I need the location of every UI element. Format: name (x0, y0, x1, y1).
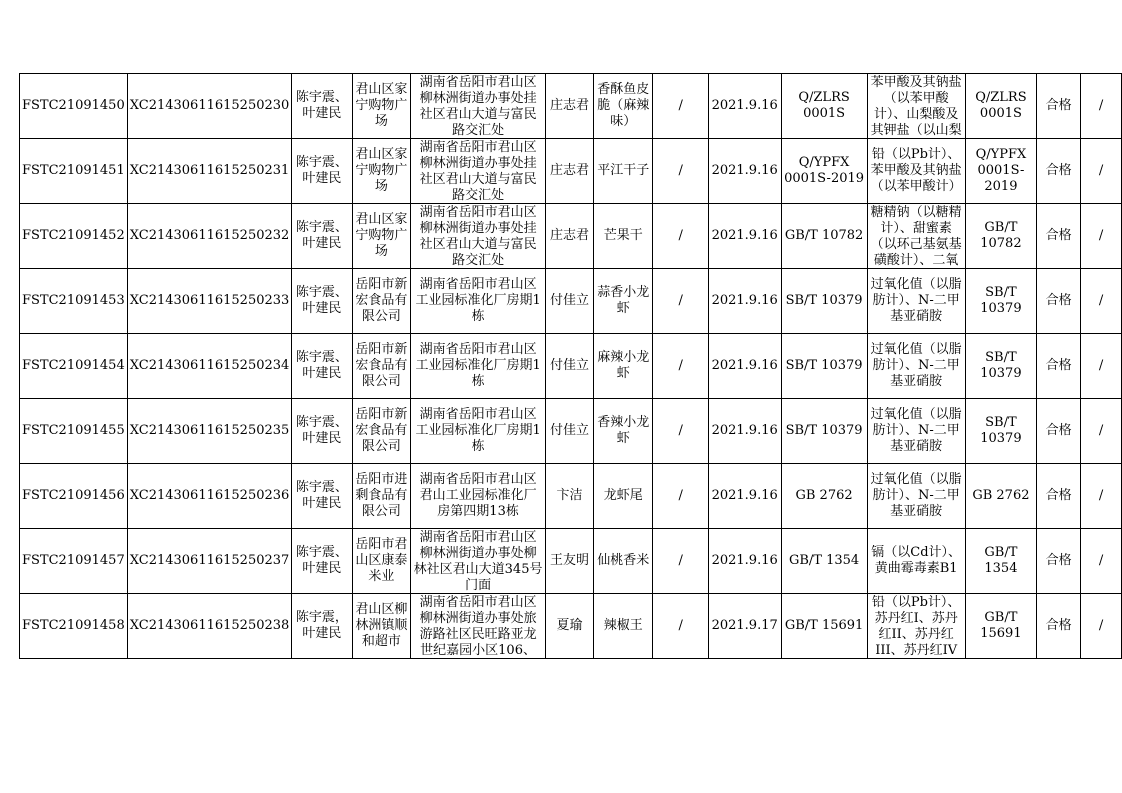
standard-cell (781, 74, 867, 139)
samplers-cell-text: 陈宇震、叶建民 (295, 155, 348, 186)
sample-number-cell (20, 399, 128, 464)
table-row (20, 399, 1122, 464)
date-cell-text: 2021.9.16 (711, 228, 778, 243)
product-name-cell (594, 399, 653, 464)
sample-number-cell-text: FSTC21091457 (22, 553, 125, 568)
note-cell-text: / (1098, 618, 1104, 633)
result-cell (1037, 269, 1081, 334)
test-items-cell (867, 399, 965, 464)
basis-cell (965, 594, 1037, 659)
table-row (20, 139, 1122, 204)
test-items-cell (867, 204, 965, 269)
table-row (20, 204, 1122, 269)
sample-code-cell (127, 334, 292, 399)
note-cell (1081, 529, 1122, 594)
result-cell-text: 合格 (1045, 488, 1072, 503)
basis-cell (965, 529, 1037, 594)
standard-cell (781, 464, 867, 529)
address-cell (411, 529, 546, 594)
spec-cell (653, 139, 708, 204)
note-cell-text: / (1098, 358, 1104, 373)
note-cell-text: / (1098, 553, 1104, 568)
result-cell-text: 合格 (1045, 423, 1072, 438)
standard-cell (781, 139, 867, 204)
product-name-cell-text: 平江干子 (597, 163, 650, 178)
date-cell-text: 2021.9.16 (711, 488, 778, 503)
date-cell (708, 334, 781, 399)
table-body (20, 74, 1122, 659)
test-items-cell-text: 镉（以Cd计）、黄曲霉毒素B1 (871, 545, 962, 576)
samplers-cell (292, 464, 352, 529)
samplers-cell (292, 594, 352, 659)
contact-person-cell-text: 庄志君 (549, 228, 589, 243)
standard-cell-text: Q/ZLRS 0001S (798, 90, 850, 121)
basis-cell (965, 74, 1037, 139)
result-cell-text: 合格 (1045, 358, 1072, 373)
note-cell-text: / (1098, 228, 1104, 243)
address-cell (411, 139, 546, 204)
standard-cell-text: GB/T 10782 (784, 228, 864, 243)
spec-cell (653, 529, 708, 594)
sample-code-cell-text: XC21430611615250234 (129, 358, 290, 373)
result-cell (1037, 74, 1081, 139)
basis-cell-text: GB/T 1354 (984, 545, 1018, 576)
spec-cell-text: / (678, 423, 683, 438)
sample-number-cell (20, 139, 128, 204)
address-cell (411, 464, 546, 529)
spec-cell (653, 74, 708, 139)
sample-code-cell (127, 139, 292, 204)
contact-person-cell-text: 付佳立 (549, 423, 589, 438)
basis-cell-text: GB 2762 (972, 488, 1030, 503)
result-cell (1037, 139, 1081, 204)
test-items-cell-text: 铅（以Pb计）、苏丹红I、苏丹红II、苏丹红III、苏丹红IV (871, 595, 961, 657)
producer-cell (352, 334, 411, 399)
basis-cell (965, 334, 1037, 399)
standard-cell-text: SB/T 10379 (785, 423, 863, 438)
address-cell-text: 湖南省岳阳市君山区君山工业园标准化厂房第四期13栋 (419, 472, 537, 519)
product-name-cell (594, 74, 653, 139)
sample-number-cell (20, 529, 128, 594)
product-name-cell (594, 464, 653, 529)
product-name-cell-text: 龙虾尾 (603, 488, 643, 503)
note-cell-text: / (1098, 488, 1104, 503)
sample-code-cell (127, 594, 292, 659)
producer-cell (352, 399, 411, 464)
test-items-cell-text: 过氧化值（以脂肪计）、N-二甲基亚硝胺 (870, 472, 962, 519)
spec-cell-text: / (678, 553, 683, 568)
sample-code-cell (127, 269, 292, 334)
note-cell (1081, 204, 1122, 269)
table-row (20, 334, 1122, 399)
contact-person-cell (545, 464, 593, 529)
result-cell-text: 合格 (1045, 293, 1072, 308)
date-cell (708, 139, 781, 204)
sample-code-cell (127, 74, 292, 139)
address-cell-text: 湖南省岳阳市君山区柳林洲街道办事处柳林社区君山大道345号门面 (413, 530, 543, 592)
sample-number-cell-text: FSTC21091455 (22, 423, 125, 438)
spec-cell-text: / (678, 228, 683, 243)
basis-cell-text: SB/T 10379 (980, 415, 1022, 446)
producer-cell-text: 岳阳市进剩食品有限公司 (355, 472, 408, 519)
product-name-cell (594, 204, 653, 269)
standard-cell-text: SB/T 10379 (785, 358, 863, 373)
inspection-table (19, 73, 1122, 659)
result-cell (1037, 334, 1081, 399)
date-cell (708, 74, 781, 139)
date-cell (708, 204, 781, 269)
sample-number-cell-text: FSTC21091451 (22, 163, 125, 178)
standard-cell (781, 594, 867, 659)
sample-number-cell-text: FSTC21091450 (22, 98, 125, 113)
samplers-cell (292, 334, 352, 399)
result-cell (1037, 594, 1081, 659)
samplers-cell-text: 陈宇震、叶建民 (295, 220, 348, 251)
producer-cell-text: 君山区家宁购物广场 (355, 147, 408, 194)
table-row (20, 464, 1122, 529)
test-items-cell (867, 269, 965, 334)
basis-cell-text: SB/T 10379 (980, 350, 1022, 381)
product-name-cell (594, 594, 653, 659)
address-cell (411, 399, 546, 464)
contact-person-cell-text: 庄志君 (549, 98, 589, 113)
spec-cell-text: / (678, 488, 683, 503)
test-items-cell-text: 过氧化值（以脂肪计）、N-二甲基亚硝胺 (870, 277, 962, 324)
date-cell (708, 464, 781, 529)
note-cell (1081, 269, 1122, 334)
address-cell-text: 湖南省岳阳市君山区工业园标准化厂房期1栋 (415, 277, 541, 324)
product-name-cell-text: 香酥鱼皮脆（麻辣味） (597, 82, 650, 129)
address-cell-text: 湖南省岳阳市君山区工业园标准化厂房期1栋 (415, 342, 541, 389)
sample-number-cell-text: FSTC21091452 (22, 228, 125, 243)
sample-number-cell (20, 269, 128, 334)
sample-code-cell-text: XC21430611615250232 (129, 228, 290, 243)
date-cell (708, 269, 781, 334)
result-cell (1037, 529, 1081, 594)
samplers-cell-text: 陈宇震、叶建民 (295, 415, 348, 446)
samplers-cell (292, 269, 352, 334)
sample-number-cell (20, 74, 128, 139)
test-items-cell (867, 594, 965, 659)
producer-cell (352, 594, 411, 659)
producer-cell (352, 74, 411, 139)
spec-cell (653, 464, 708, 529)
sample-number-cell-text: FSTC21091454 (22, 358, 125, 373)
basis-cell (965, 399, 1037, 464)
note-cell-text: / (1098, 293, 1104, 308)
product-name-cell-text: 香辣小龙虾 (597, 415, 650, 446)
result-cell-text: 合格 (1045, 228, 1072, 243)
producer-cell (352, 464, 411, 529)
address-cell (411, 334, 546, 399)
producer-cell-text: 岳阳市新宏食品有限公司 (355, 342, 408, 389)
spec-cell-text: / (678, 293, 683, 308)
table-row (20, 594, 1122, 659)
basis-cell-text: Q/ZLRS 0001S (975, 90, 1027, 121)
producer-cell (352, 204, 411, 269)
producer-cell-text: 岳阳市君山区康泰米业 (355, 537, 408, 584)
standard-cell (781, 334, 867, 399)
product-name-cell-text: 辣椒王 (603, 618, 643, 633)
sample-code-cell-text: XC21430611615250235 (129, 423, 290, 438)
basis-cell (965, 204, 1037, 269)
contact-person-cell (545, 334, 593, 399)
result-cell-text: 合格 (1045, 553, 1072, 568)
sample-number-cell-text: FSTC21091456 (22, 488, 125, 503)
producer-cell-text: 君山区柳林洲镇顺和超市 (355, 602, 408, 649)
sample-code-cell (127, 464, 292, 529)
note-cell-text: / (1098, 163, 1104, 178)
contact-person-cell (545, 594, 593, 659)
producer-cell-text: 岳阳市新宏食品有限公司 (355, 277, 408, 324)
result-cell (1037, 464, 1081, 529)
contact-person-cell-text: 庄志君 (549, 163, 589, 178)
samplers-cell (292, 204, 352, 269)
date-cell (708, 399, 781, 464)
date-cell-text: 2021.9.16 (711, 423, 778, 438)
standard-cell-text: SB/T 10379 (785, 293, 863, 308)
samplers-cell-text: 陈宇震、叶建民 (295, 480, 348, 511)
basis-cell-text: GB/T 10782 (980, 220, 1022, 251)
standard-cell (781, 204, 867, 269)
date-cell (708, 594, 781, 659)
contact-person-cell-text: 付佳立 (549, 293, 589, 308)
contact-person-cell-text: 夏瑜 (556, 618, 583, 633)
product-name-cell-text: 蒜香小龙虾 (597, 285, 650, 316)
sample-number-cell (20, 464, 128, 529)
spec-cell (653, 594, 708, 659)
test-items-cell-text: 过氧化值（以脂肪计）、N-二甲基亚硝胺 (870, 407, 962, 454)
product-name-cell (594, 269, 653, 334)
producer-cell (352, 529, 411, 594)
product-name-cell-text: 麻辣小龙虾 (597, 350, 650, 381)
sample-number-cell-text: FSTC21091458 (22, 618, 125, 633)
address-cell (411, 204, 546, 269)
samplers-cell-text: 陈宇震、叶建民 (295, 545, 348, 576)
sample-code-cell-text: XC21430611615250230 (129, 98, 290, 113)
basis-cell-text: SB/T 10379 (980, 285, 1022, 316)
standard-cell-text: GB 2762 (795, 488, 853, 503)
result-cell (1037, 204, 1081, 269)
test-items-cell (867, 74, 965, 139)
producer-cell (352, 139, 411, 204)
date-cell-text: 2021.9.16 (711, 358, 778, 373)
contact-person-cell (545, 529, 593, 594)
sample-code-cell-text: XC21430611615250236 (129, 488, 290, 503)
producer-cell-text: 君山区家宁购物广场 (355, 212, 408, 259)
note-cell-text: / (1098, 98, 1104, 113)
test-items-cell (867, 334, 965, 399)
sample-number-cell (20, 334, 128, 399)
samplers-cell-text: 陈宇震、叶建民 (295, 90, 348, 121)
address-cell (411, 594, 546, 659)
test-items-cell (867, 464, 965, 529)
producer-cell-text: 岳阳市新宏食品有限公司 (355, 407, 408, 454)
sample-code-cell-text: XC21430611615250238 (129, 618, 290, 633)
test-items-cell-text: 过氧化值（以脂肪计）、N-二甲基亚硝胺 (870, 342, 962, 389)
table-row (20, 74, 1122, 139)
address-cell-text: 湖南省岳阳市君山区柳林洲街道办事处挂社区君山大道与富民路交汇处 (419, 205, 537, 267)
address-cell-text: 湖南省岳阳市君山区柳林洲街道办事处挂社区君山大道与富民路交汇处 (419, 140, 537, 202)
address-cell-text: 湖南省岳阳市君山区柳林洲街道办事处旅游路社区民旺路亚龙世纪嘉园小区106、 (419, 595, 537, 657)
standard-cell (781, 529, 867, 594)
contact-person-cell-text: 卞洁 (556, 488, 583, 503)
spec-cell-text: / (678, 618, 683, 633)
spec-cell (653, 204, 708, 269)
note-cell (1081, 139, 1122, 204)
date-cell-text: 2021.9.16 (711, 553, 778, 568)
note-cell (1081, 594, 1122, 659)
spec-cell (653, 399, 708, 464)
sample-code-cell-text: XC21430611615250233 (129, 293, 290, 308)
basis-cell-text: GB/T 15691 (980, 610, 1022, 641)
sample-code-cell (127, 399, 292, 464)
contact-person-cell (545, 74, 593, 139)
samplers-cell (292, 139, 352, 204)
note-cell (1081, 464, 1122, 529)
test-items-cell-text: 苯甲酸及其钠盐（以苯甲酸计）、山梨酸及其钾盐（以山梨 (870, 75, 962, 137)
table-row (20, 529, 1122, 594)
product-name-cell-text: 仙桃香米 (597, 553, 650, 568)
address-cell (411, 269, 546, 334)
spec-cell (653, 269, 708, 334)
note-cell-text: / (1098, 423, 1104, 438)
contact-person-cell (545, 139, 593, 204)
samplers-cell (292, 74, 352, 139)
samplers-cell-text: 陈宇震、叶建民 (295, 350, 348, 381)
contact-person-cell (545, 269, 593, 334)
standard-cell-text: Q/YPFX 0001S-2019 (784, 155, 865, 186)
date-cell (708, 529, 781, 594)
note-cell (1081, 399, 1122, 464)
samplers-cell-text: 陈宇震、叶建民 (295, 285, 348, 316)
date-cell-text: 2021.9.16 (711, 293, 778, 308)
result-cell-text: 合格 (1045, 163, 1072, 178)
note-cell (1081, 334, 1122, 399)
table-row (20, 269, 1122, 334)
address-cell (411, 74, 546, 139)
product-name-cell (594, 334, 653, 399)
result-cell-text: 合格 (1045, 618, 1072, 633)
product-name-cell (594, 529, 653, 594)
contact-person-cell-text: 付佳立 (549, 358, 589, 373)
sample-number-cell-text: FSTC21091453 (22, 293, 125, 308)
samplers-cell (292, 529, 352, 594)
sample-number-cell (20, 204, 128, 269)
samplers-cell (292, 399, 352, 464)
standard-cell (781, 399, 867, 464)
sample-number-cell (20, 594, 128, 659)
result-cell-text: 合格 (1045, 98, 1072, 113)
contact-person-cell-text: 王友明 (549, 553, 589, 568)
test-items-cell (867, 139, 965, 204)
note-cell (1081, 74, 1122, 139)
standard-cell (781, 269, 867, 334)
spec-cell-text: / (678, 358, 683, 373)
test-items-cell (867, 529, 965, 594)
spec-cell (653, 334, 708, 399)
product-name-cell (594, 139, 653, 204)
date-cell-text: 2021.9.16 (711, 163, 778, 178)
contact-person-cell (545, 204, 593, 269)
address-cell-text: 湖南省岳阳市君山区工业园标准化厂房期1栋 (415, 407, 541, 454)
sample-code-cell-text: XC21430611615250231 (129, 163, 290, 178)
spec-cell-text: / (678, 98, 683, 113)
spec-cell-text: / (678, 163, 683, 178)
sample-code-cell (127, 529, 292, 594)
samplers-cell-text: 陈宇震，叶建民 (295, 610, 348, 641)
date-cell-text: 2021.9.17 (711, 618, 778, 633)
sample-code-cell-text: XC21430611615250237 (129, 553, 290, 568)
test-items-cell-text: 糖精钠（以糖精计）、甜蜜素（以环己基氨基磺酸计）、二氧 (870, 205, 962, 267)
test-items-cell-text: 铅（以Pb计）、苯甲酸及其钠盐（以苯甲酸计） (870, 147, 962, 194)
standard-cell-text: GB/T 15691 (784, 618, 864, 633)
producer-cell (352, 269, 411, 334)
basis-cell (965, 464, 1037, 529)
result-cell (1037, 399, 1081, 464)
basis-cell (965, 269, 1037, 334)
standard-cell-text: GB/T 1354 (788, 553, 860, 568)
basis-cell-text: Q/YPFX 0001S-2019 (975, 147, 1027, 194)
basis-cell (965, 139, 1037, 204)
sample-code-cell (127, 204, 292, 269)
date-cell-text: 2021.9.16 (711, 98, 778, 113)
product-name-cell-text: 芒果干 (603, 228, 643, 243)
address-cell-text: 湖南省岳阳市君山区柳林洲街道办事处挂社区君山大道与富民路交汇处 (419, 75, 537, 137)
producer-cell-text: 君山区家宁购物广场 (355, 82, 408, 129)
contact-person-cell (545, 399, 593, 464)
